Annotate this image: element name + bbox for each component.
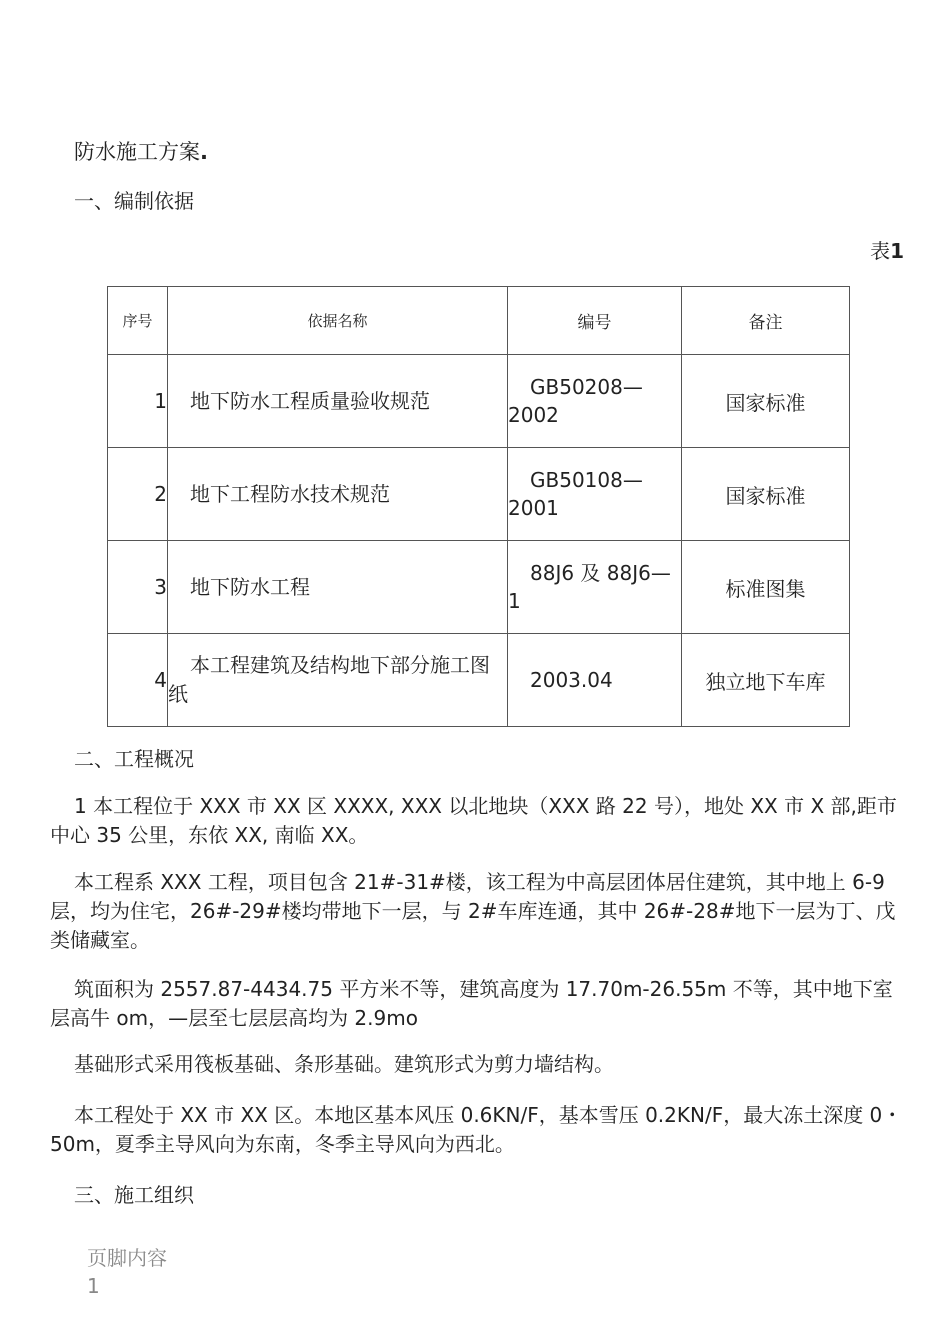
paragraph <box>50 975 910 1033</box>
paragraph-text: 本工程处于 XX 市 XX 区。本地区基本风压 0.6KN/F，基本雪压 0.2KN/F，最大冻土深度 0・50m，夏季主导风向为东南，冬季主导风向为西北。 <box>50 1103 903 1156</box>
row-note: 国家标准 <box>682 448 850 541</box>
paragraph <box>50 792 910 850</box>
table-caption <box>870 235 904 264</box>
table-caption-prefix: 表 <box>870 239 891 263</box>
table-caption-number: 1 <box>890 239 904 263</box>
row-name: 地下工程防水技术规范 <box>190 481 390 506</box>
section-heading-basis: 一、编制依据 <box>74 189 194 213</box>
row-index: 3 <box>108 541 168 634</box>
header-name: 依据名称 <box>168 287 508 355</box>
paragraph-text: 基础形式采用筏板基础、条形基础。建筑形式为剪力墙结构。 <box>74 1052 614 1076</box>
row-index: 4 <box>108 634 168 727</box>
page-footer: 页脚内容1 <box>87 1246 167 1298</box>
paragraph-text: 1 本工程位于 XXX 市 XX 区 XXXX, XXX 以北地块（XXX 路 22 号），地处 XX 市 X 部,距市中心 35 公里，东依 XX, 南临 XX。 <box>50 794 897 847</box>
paragraph-text: 本工程系 XXX 工程，项目包含 21#-31#楼，该工程为中高层团体居住建筑，其中地上 6-9 层，均为住宅，26#-29#楼均带地下一层，与 2#车库连通，其中 26#-28#地下一层为丁、戊类储藏室。 <box>50 870 896 952</box>
basis-table <box>107 286 850 727</box>
section-heading-overview: 二、工程概况 <box>74 747 194 771</box>
row-note: 标准图集 <box>682 541 850 634</box>
row-name: 地下防水工程质量验收规范 <box>190 388 430 413</box>
title-mark: . <box>200 140 208 164</box>
row-name: 地下防水工程 <box>190 574 310 599</box>
row-index: 1 <box>108 355 168 448</box>
header-index: 序号 <box>108 287 168 355</box>
row-code: GB50208—2002 <box>508 375 643 427</box>
row-code: 88J6 及 88J6—1 <box>508 561 671 613</box>
table-row <box>108 634 850 727</box>
row-note: 独立地下车库 <box>682 634 850 727</box>
header-code: 编号 <box>508 287 682 355</box>
row-index: 2 <box>108 448 168 541</box>
title-text: 防水施工方案 <box>74 140 200 164</box>
paragraph-text: 筑面积为 2557.87-4434.75 平方米不等，建筑高度为 17.70m-26.55m 不等，其中地下室层高牛 om，—层至七层层高均为 2.9mo <box>50 977 893 1030</box>
row-note: 国家标准 <box>682 355 850 448</box>
document-title <box>74 136 208 166</box>
table-row <box>108 448 850 541</box>
paragraph <box>50 868 910 955</box>
paragraph <box>50 1050 910 1079</box>
paragraph <box>50 1101 910 1159</box>
table-row <box>108 355 850 448</box>
row-code: GB50108—2001 <box>508 468 643 520</box>
row-code: 2003.04 <box>530 668 613 692</box>
table-header-row <box>108 287 850 355</box>
row-name: 本工程建筑及结构地下部分施工图纸 <box>168 653 490 706</box>
header-note: 备注 <box>682 287 850 355</box>
table-row <box>108 541 850 634</box>
section-heading-organization: 三、施工组织 <box>74 1183 194 1207</box>
